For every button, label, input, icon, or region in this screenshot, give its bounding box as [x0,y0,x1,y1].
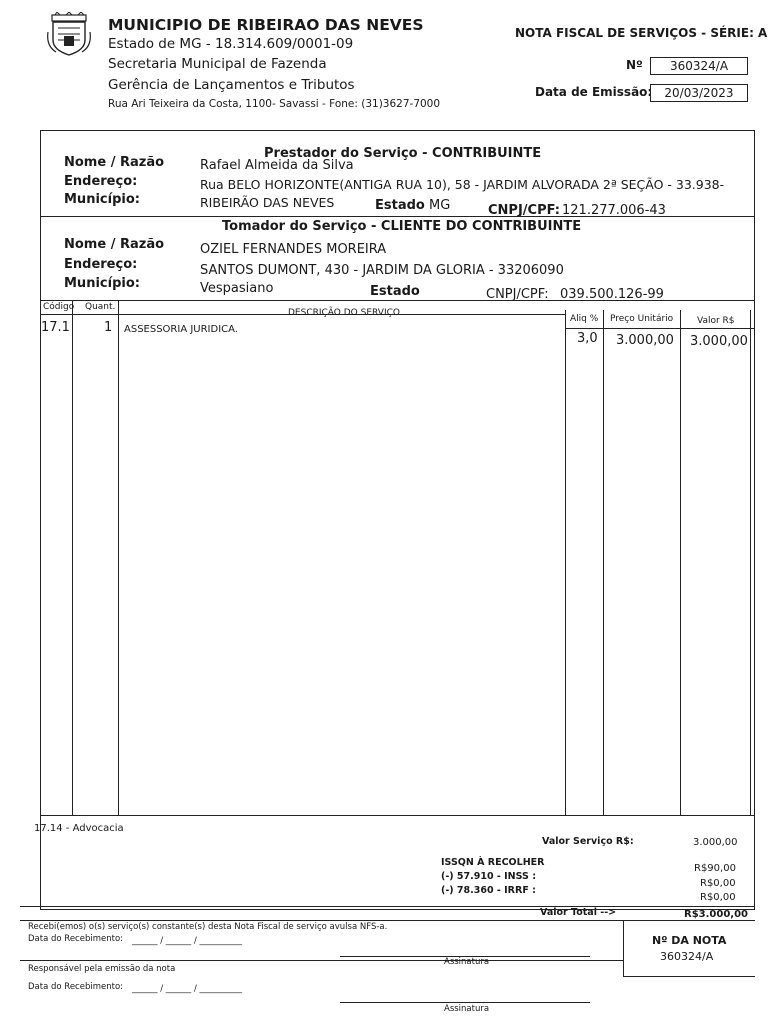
management: Gerência de Lançamentos e Tributos [108,77,355,93]
provider-city: RIBEIRÃO DAS NEVES [200,195,335,210]
provider-state-label: Estado [375,198,425,213]
client-address-label: Endereço: [64,257,138,272]
client-name-label: Nome / Razão [64,237,165,252]
receipt-date-blank: ______ / ______ / __________ [132,936,243,946]
coat-of-arms-icon [46,12,92,58]
row-value: 3.000,00 [690,334,748,349]
header-code: Código [43,302,75,312]
note-number-label: Nº DA NOTA [652,934,727,947]
provider-state: MG [429,198,451,213]
client-state-label: Estado [370,284,420,299]
municipality-name: MUNICIPIO DE RIBEIRAO DAS NEVES [108,16,424,34]
signature-label-2: Assinatura [444,1004,490,1014]
column-divider [750,310,751,815]
row-rate: 3,0 [577,331,598,346]
column-divider [72,300,73,815]
emission-date-label: Data de Emissão: [535,85,653,99]
document-title: NOTA FISCAL DE SERVIÇOS - SÉRIE: A [515,26,768,40]
client-name: OZIEL FERNANDES MOREIRA [200,242,387,257]
responsible-label: Responsável pela emissão da nota [28,964,176,974]
irrf-label: (-) 78.360 - IRRF : [441,885,536,896]
client-cnpj: 039.500.126-99 [560,287,664,302]
client-address: SANTOS DUMONT, 430 - JARDIM DA GLORIA - 33206090 [200,263,564,278]
header-unit-price: Preço Unitário [610,314,674,324]
header-rate: Aliq % [570,314,599,324]
client-title: Tomador do Serviço - CLIENTE DO CONTRIBUINTE [222,219,582,234]
emission-date-box [650,84,748,102]
emission-date: 20/03/2023 [664,86,734,100]
client-city: Vespasiano [200,281,274,296]
divider [623,976,755,977]
divider [565,328,755,329]
divider [20,906,755,907]
signature-line [340,1002,590,1003]
signature-label: Assinatura [444,957,490,967]
row-qty: 1 [104,320,113,335]
activity-code: 17.14 - Advocacia [34,823,124,834]
column-divider [623,920,624,976]
inss-label: (-) 57.910 - INSS : [441,871,536,882]
provider-title: Prestador do Serviço - CONTRIBUINTE [264,146,542,161]
issqn-value: R$90,00 [694,863,736,874]
receipt-date-label-2: Data do Recebimento: [28,982,124,992]
provider-address: Rua BELO HORIZONTE(ANTIGA RUA 10), 58 - JARDIM ALVORADA 2ª SEÇÃO - 33.938- [200,177,725,192]
provider-cnpj-label: CNPJ/CPF: [488,203,560,218]
provider-city-label: Município: [64,192,140,207]
receipt-statement: Recebi(emos) o(s) serviço(s) constante(s) desta Nota Fiscal de serviço avulsa NFS-a. [28,922,388,932]
total-label: Valor Total --> [540,907,617,918]
divider [20,920,755,921]
number-label: Nº [626,58,643,72]
divider [20,960,623,961]
column-divider [680,310,681,815]
column-divider [565,310,566,815]
divider [40,300,755,301]
header-description: DESCRIÇÃO DO SERVIÇO [288,308,400,318]
row-unit-price: 3.000,00 [616,333,674,348]
irrf-value: R$0,00 [700,892,736,903]
service-value: 3.000,00 [693,837,738,848]
client-city-label: Município: [64,276,140,291]
receipt-date-blank-2: ______ / ______ / __________ [132,984,243,994]
column-divider [118,300,119,815]
municipality-address: Rua Ari Teixeira da Costa, 1100- Savassi - Fone: (31)3627-7000 [108,98,441,110]
row-description: ASSESSORIA JURIDICA. [124,324,238,335]
provider-name: Rafael Almeida da Silva [200,158,354,173]
total-value: R$3.000,00 [684,909,749,920]
invoice-number-box [650,57,748,75]
row-code: 17.1 [41,320,70,335]
receipt-date-label: Data do Recebimento: [28,934,124,944]
invoice-number: 360324/A [669,59,729,73]
client-cnpj-label: CNPJ/CPF: [486,287,549,302]
divider [40,216,755,217]
issqn-label: ISSQN À RECOLHER [441,857,545,868]
provider-cnpj: 121.277.006-43 [562,203,666,218]
provider-name-label: Nome / Razão [64,155,165,170]
state-cnpj: Estado de MG - 18.314.609/0001-09 [108,36,354,52]
column-divider [603,310,604,815]
divider [40,815,755,816]
service-value-label: Valor Serviço R$: [542,836,634,847]
header-qty: Quant. [85,302,116,312]
secretariat: Secretaria Municipal de Fazenda [108,56,327,72]
inss-value: R$0,00 [700,878,736,889]
note-number: 360324/A [660,950,714,963]
provider-address-label: Endereço: [64,174,138,189]
header-value: Valor R$ [697,316,735,326]
